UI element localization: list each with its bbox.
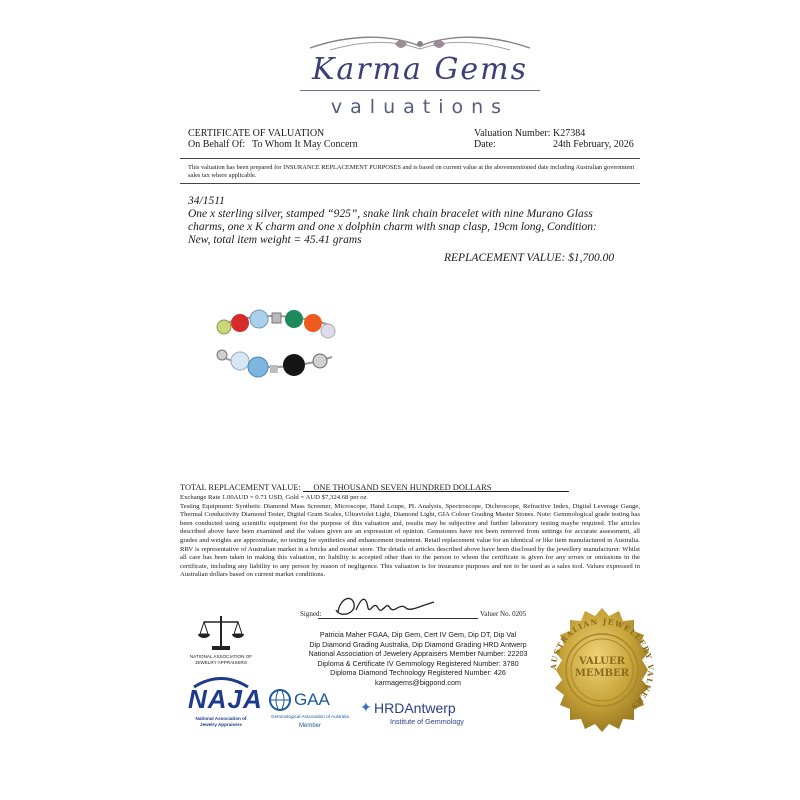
behalf-label: On Behalf Of: (188, 139, 246, 150)
certificate-title: CERTIFICATE OF VALUATION (188, 128, 325, 139)
scales-icon (198, 612, 244, 652)
naja-assoc-text: NATIONAL ASSOCIATION OF JEWELRY APPRAISERS (189, 654, 253, 665)
item-ref: 34/1511 (188, 195, 225, 207)
purpose-rule (180, 183, 640, 184)
total-label: TOTAL REPLACEMENT VALUE: (180, 483, 301, 492)
item-description (188, 195, 618, 247)
date-label: Date: (474, 139, 496, 150)
naja-logo (186, 674, 263, 734)
signature-line (318, 618, 478, 619)
credentials (268, 630, 568, 687)
gaa-logo (268, 688, 352, 738)
seal-center-text: VALUER MEMBER (574, 656, 630, 679)
credential-line: National Association of Jewelery Appraisers Member Number: 22203 (308, 649, 528, 658)
replacement-value: REPLACEMENT VALUE: $1,700.00 (444, 252, 615, 264)
naja-assoc-logo (186, 612, 256, 670)
hrd-text: HRDAntwerp (374, 700, 456, 716)
logo-divider (300, 90, 540, 91)
valuer-seal (540, 608, 664, 732)
logo-subtitle: valuations (330, 96, 510, 118)
credential-line: Diploma & Certificate IV Gemmology Registered Number: 3780 (317, 658, 519, 668)
logo-script: Karma Gems (311, 52, 529, 87)
gaa-member: Member (298, 723, 321, 729)
hrd-sub: Institute of Gemmology (390, 717, 464, 726)
karma-gems-logo (270, 30, 570, 118)
credential-line: Diploma Diamond Technology Registered Number: 426 (330, 668, 506, 677)
naja-sub2: Jewelry Appraisers (200, 722, 242, 727)
hrd-logo (360, 700, 470, 730)
date-value: 24th February, 2026 (553, 139, 634, 150)
notes (180, 494, 640, 580)
behalf-value: To Whom It May Concern (252, 139, 358, 150)
total-replacement (180, 483, 569, 492)
naja-text: NAJA (188, 684, 263, 714)
total-value: ONE THOUSAND SEVEN HUNDRED DOLLARS (313, 483, 492, 492)
credential-line: Patricia Maher FGAA, Dip Gem, Cert IV Gem, Dip DT, Dip Val (319, 630, 517, 639)
globe-icon (268, 688, 292, 712)
item-text: One x sterling silver, stamped “925”, snake link chain bracelet with nine Murano Glass charms, one x K charm and one x dolphin charm with snap clasp, 19cm long, Condition: New, total item weight = 45.41 grams (188, 208, 597, 246)
valuer-number: Valuer No. 0205 (480, 610, 527, 618)
naja-sub1: National Association of (195, 716, 247, 721)
exchange-rate: Exchange Rate 1.00AUD = 0.71 USD, Gold = AUD $7,324.68 per oz (180, 494, 367, 501)
sparkle-icon: ✦ (360, 701, 372, 716)
header-rule (180, 158, 640, 159)
gaa-text: GAA (294, 690, 330, 709)
purpose-statement: This valuation has been prepared for INSURANCE REPLACEMENT PURPOSES and is based on current value at the abovementioned date including Australian government sales tax where applicable. (188, 164, 635, 179)
signature-image (330, 592, 440, 620)
testing-notes: Testing Equipment: Synthetic Diamond Mass Screener, Microscope, Hand Loupe, PL Analysis, Spectroscope, Dichroscope, Refractive Index, Digital Leverage Gauge, Thermal Conductivity Diamond Tester, Digital Gram Scales, Ultraviolet Light, Diamond Light, GIA Colour Grading Master Stones. Note: Gemmological grade testing has been conducted using scientific equipment for the purpose of this valuation and, results may be subjective and further laboratory testing maybe required. The articles described above have been examined and the values given are an expression of opinion. Gemstones have not been removed from settings for accurate assessment, all grades and weights are approximate, no testing for synthetics and enhancement treatment. Retail replacement value for an identical or like item manufactured in Australia. RRV is representative of Australian market in a bricks and mortar store. The details of articles described above have been disclosed by the jewellery manufacturer. Whilst all care has been taken in making this valuation, no liability is accepted other than to the person to whom the certificate is given for any errors or omissions in the certificate, including any liability to any person by reason of negligence. This valuation is for insurance purposes and not to be used as a sales tool. Values expressed in Australian dollars based on current market conditions. (180, 502, 640, 579)
valuation-number-value: K27384 (553, 128, 586, 139)
seal-ring-text: AUSTRALIAN JEWELLERY VALUERS (548, 616, 656, 713)
credential-line: Dip Diamond Grading Australia, Dip Diamond Grading HRD Antwerp (309, 639, 527, 649)
email: karmagems@bigpond.com (375, 677, 461, 687)
gaa-sub: Gemmological Association of Australia (271, 714, 349, 719)
valuation-number-label: Valuation Number: (474, 128, 551, 139)
bracelet-photo (210, 295, 345, 390)
signed-label: Signed: (300, 610, 322, 618)
